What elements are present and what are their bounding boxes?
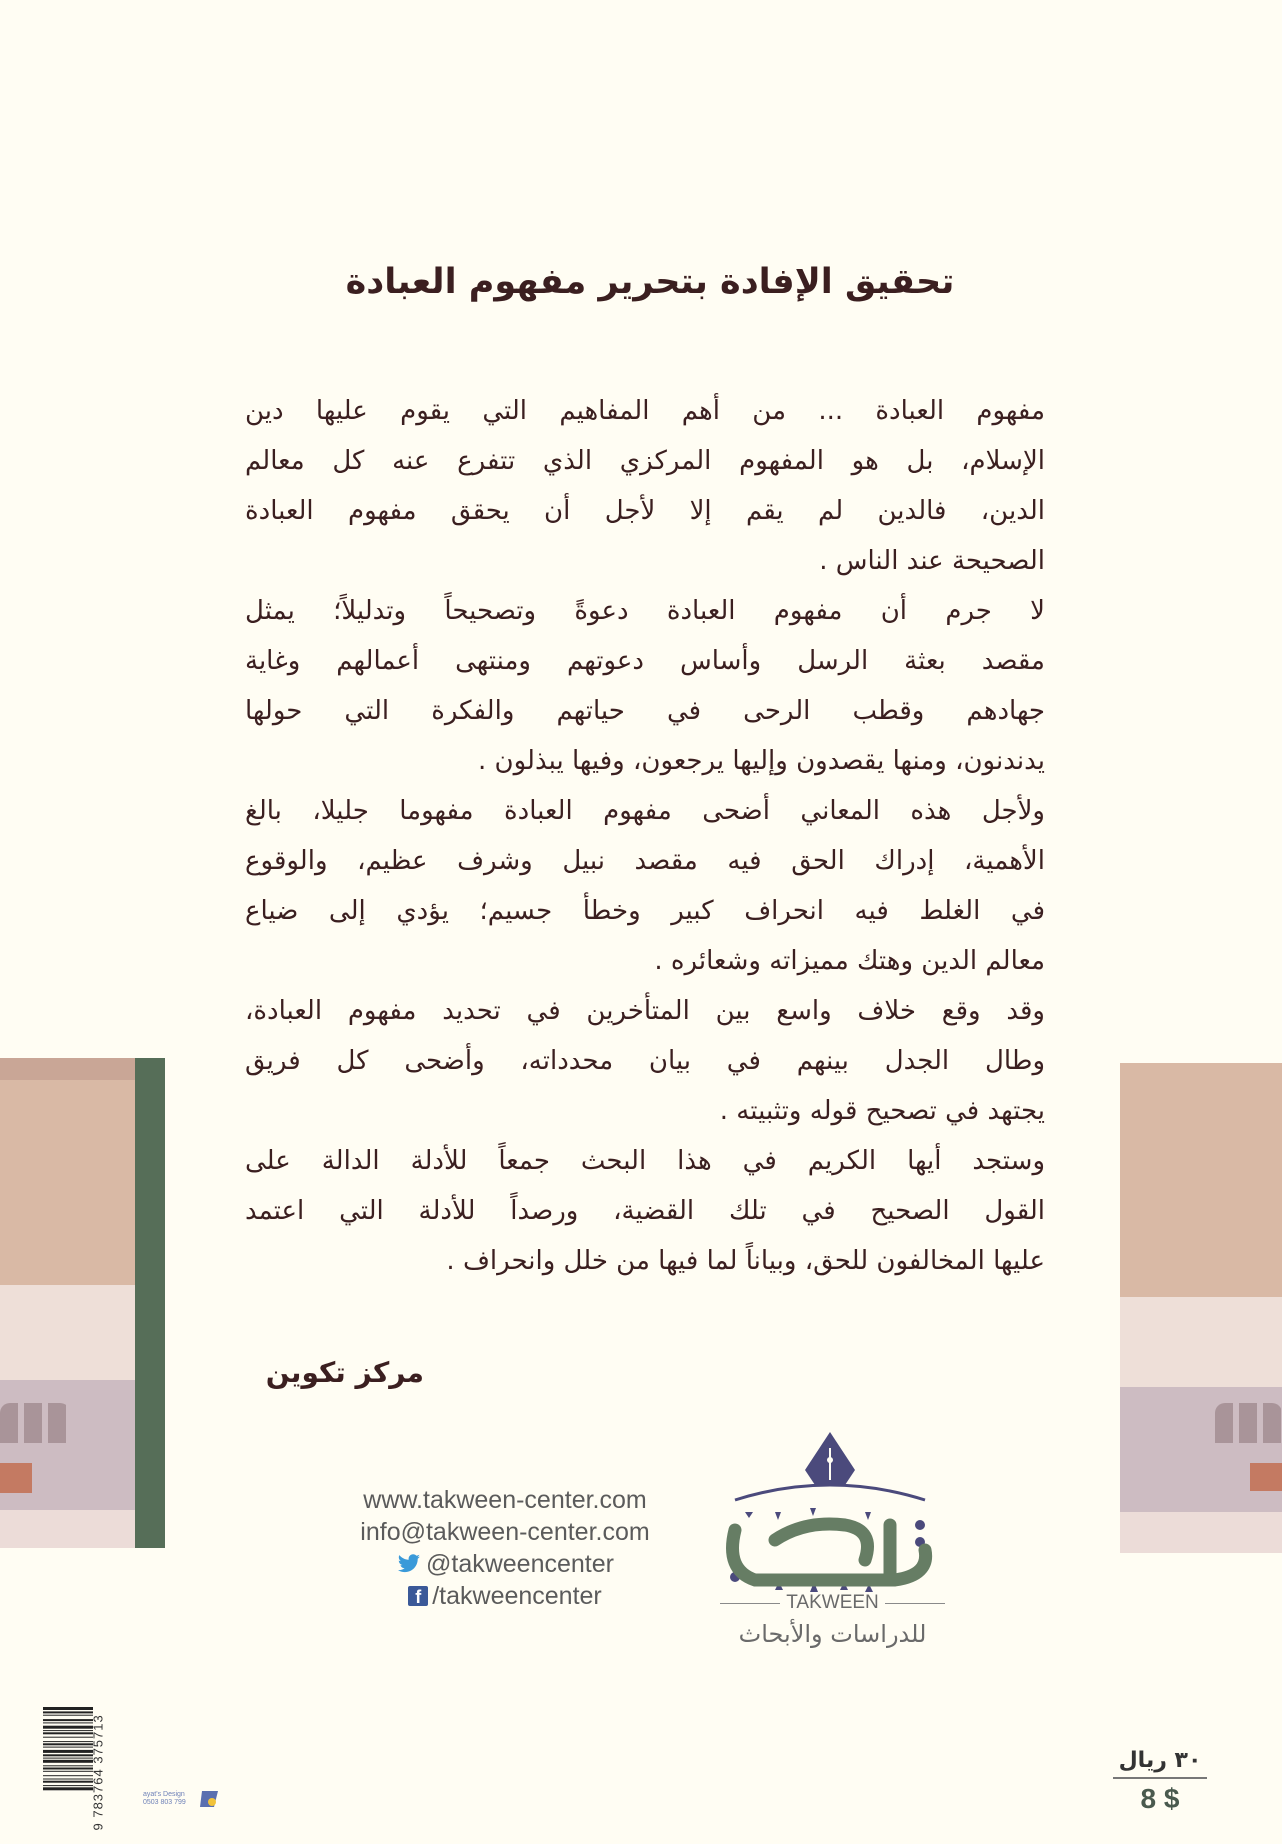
blurb-line: عليها المخالفون للحق، وبياناً لما فيها من خلل وانحراف .: [446, 1246, 1045, 1276]
barcode-bar: [43, 1760, 93, 1763]
designer-logo-icon: [198, 1789, 220, 1809]
barcode-bar: [43, 1707, 93, 1710]
blurb-line: معالم الدين وهتك مميزاته وشعائره .: [654, 946, 1045, 976]
blurb-line: جهادهم وقطب الرحى في حياتهم والفكرة التي حولها: [245, 696, 1045, 726]
blurb-line: الأهمية، إدراك الحق فيه مقصد نبيل وشرف عظيم، والوقوع: [245, 846, 1045, 876]
blurb-line: يجتهد في تصحيح قوله وتثبيته .: [719, 1096, 1045, 1126]
twitter-handle[interactable]: @takweencenter: [426, 1550, 614, 1578]
price-sar: ٣٠ ريال: [1118, 1748, 1202, 1773]
contact-info: [320, 1484, 690, 1612]
blurb-line: وطال الجدل بينهم في بيان محدداته، وأضحى كل فريق: [245, 1046, 1045, 1076]
blurb-line: ولأجل هذه المعاني أضحى مفهوم العبادة مفهوما جليلا، بالغ: [245, 796, 1045, 826]
barcode-bar: [43, 1747, 93, 1748]
barcode-bar: [43, 1722, 93, 1723]
blurb-line: وستجد أيها الكريم في هذا البحث جمعاً للأدلة الدالة على: [245, 1146, 1045, 1176]
blurb-line: في الغلط فيه انحراف كبير وخطأ جسيم؛ يؤدي إلى ضياع: [245, 896, 1045, 926]
barcode-bar: [43, 1765, 93, 1766]
barcode-bar: [43, 1771, 93, 1772]
logo-english-text: TAKWEEN: [786, 1592, 879, 1613]
barcode-bar: [43, 1711, 93, 1713]
barcode-bar: [43, 1768, 93, 1770]
designer-mark: [143, 1789, 220, 1809]
blurb-line: القول الصحيح في تلك القضية، ورصداً للأدلة التي اعتمد: [245, 1196, 1045, 1226]
blurb-line: الصحيحة عند الناس .: [819, 546, 1045, 576]
barcode-bar: [43, 1732, 93, 1734]
right-photo-strip: [1120, 1063, 1282, 1553]
blurb-line: الدين، فالدين لم يقم إلا لأجل أن يحقق مفهوم العبادة: [245, 496, 1045, 526]
price-usd: 8 $: [1140, 1783, 1180, 1814]
publisher-signature: مركز تكوين: [265, 1356, 424, 1389]
barcode-bar: [43, 1737, 93, 1738]
price-divider: [1113, 1777, 1207, 1779]
logo-subtitle: للدراسات والأبحاث: [738, 1620, 927, 1648]
email-link[interactable]: [320, 1516, 690, 1548]
barcode-bar: [43, 1787, 93, 1790]
blurb-line: الإسلام، بل هو المفهوم المركزي الذي تتفرع عنه كل معالم: [245, 446, 1045, 476]
barcode-bar: [43, 1785, 93, 1786]
barcode-bar: [43, 1758, 93, 1759]
logo-english-wordmark: [720, 1592, 945, 1614]
book-title: تحقيق الإفادة بتحرير مفهوم العبادة: [345, 262, 955, 302]
blurb-line: مقصد بعثة الرسل وأساس دعوتهم ومنتهى أعمالهم وغاية: [245, 646, 1045, 676]
website-text[interactable]: www.takween-center.com: [363, 1486, 647, 1514]
twitter-bird-icon: [396, 1554, 422, 1574]
blurb-line: يدندنون، ومنها يقصدون وإليها يرجعون، وفيها يبذلون .: [478, 746, 1045, 776]
barcode-bar: [43, 1779, 93, 1780]
barcode-bar: [43, 1781, 93, 1783]
twitter-link[interactable]: [320, 1548, 690, 1580]
barcode-bar: [43, 1775, 93, 1776]
barcode-bar: [43, 1743, 93, 1745]
barcode-bar: [43, 1750, 93, 1753]
barcode-bar: [43, 1741, 93, 1742]
left-photo-strip: [0, 1058, 135, 1548]
blurb-line: مفهوم العبادة ... من أهم المفاهيم التي يقوم عليها دين: [245, 396, 1045, 426]
blurb-text: [245, 386, 1045, 1286]
barcode-bar: [43, 1754, 93, 1756]
barcode-bar: [43, 1715, 93, 1716]
website-link[interactable]: [320, 1484, 690, 1516]
takween-logo: [715, 1430, 945, 1650]
blurb-line: لا جرم أن مفهوم العبادة دعوةً وتصحيحاً وتدليلاً؛ يمثل: [245, 596, 1045, 626]
barcode-bar: [43, 1726, 93, 1729]
facebook-handle[interactable]: /takweencenter: [432, 1582, 602, 1610]
barcode: [43, 1707, 93, 1822]
facebook-link[interactable]: [320, 1580, 690, 1612]
barcode-bar: [43, 1730, 93, 1731]
price-tag: [1105, 1748, 1215, 1815]
email-text[interactable]: info@takween-center.com: [360, 1518, 650, 1546]
green-accent-bar: [135, 1058, 165, 1548]
barcode-bar: [43, 1719, 93, 1721]
facebook-icon: f: [408, 1586, 428, 1606]
isbn-digits: 9 783764 375713: [90, 1714, 106, 1831]
designer-mark-text: ayat's Design 0503 803 799: [143, 1791, 186, 1806]
blurb-line: وقد وقع خلاف واسع بين المتأخرين في تحديد مفهوم العبادة،: [245, 996, 1045, 1026]
